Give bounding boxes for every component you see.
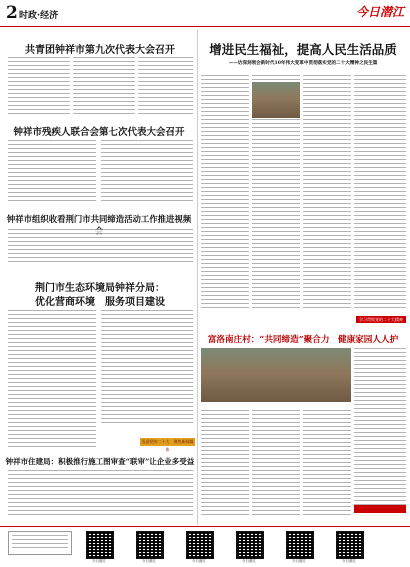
qr-label: 今日潜江: [91, 559, 107, 563]
article-1-body: [8, 57, 70, 115]
qr-label: 今日潜江: [291, 559, 307, 563]
publisher-info: [8, 531, 72, 555]
lead-photo: [252, 82, 300, 118]
feature-body: [252, 410, 300, 516]
qr-code[interactable]: [236, 531, 264, 559]
qr-label: 今日潜江: [241, 559, 257, 563]
qr-code[interactable]: [286, 531, 314, 559]
article-1-body: [73, 57, 135, 115]
qr-strip: [80, 531, 400, 565]
page-number: 2: [6, 3, 18, 23]
article-5-title: 钟祥市住建局：积极推行施工图审查“联审”让企业多受益: [5, 457, 195, 466]
qr-label: 今日潜江: [191, 559, 207, 563]
section-name: 时政·经济: [19, 11, 59, 21]
lead-body: [201, 75, 249, 310]
article-2-body: [8, 140, 96, 202]
lead-body: [354, 75, 406, 310]
qr-code[interactable]: [136, 531, 164, 559]
article-5-body: [8, 470, 193, 516]
article-4-body: [101, 310, 193, 425]
article-3-title: 钟祥市组织收看荆门市共同缔造活动工作推进视频: [6, 214, 192, 224]
qr-code[interactable]: [336, 531, 364, 559]
article-2-body: [101, 140, 193, 202]
campaign-badge: 学习贯彻党的二十大精神: [356, 316, 406, 323]
header-rule: [0, 26, 410, 27]
article-1-body: [138, 57, 193, 115]
article-4-title-line2: 优化营商环境 服务项目建设: [35, 297, 165, 308]
lead-subtitle: ——访深刻领会新时代10年伟大变革中贯彻落实党的二十大精神之民生篇: [228, 61, 378, 66]
feature-body: [354, 348, 406, 516]
red-banner: [354, 505, 406, 513]
ad-banner: 喜迎党的二十大 聚焦新闻媒体: [141, 439, 194, 452]
article-4-title-line1: 荆门市生态环境局钟祥分局：: [35, 283, 165, 294]
article-3-body: [8, 229, 193, 265]
feature-body: [201, 410, 249, 516]
qr-code[interactable]: [186, 531, 214, 559]
newspaper-logo: 今日潜江: [356, 5, 405, 19]
article-2-title: 钟祥市残疾人联合会第七次代表大会召开: [13, 127, 185, 138]
qr-code[interactable]: [86, 531, 114, 559]
feature-body: [303, 410, 351, 516]
feature-photo: [201, 348, 351, 402]
qr-label: 今日潜江: [141, 559, 157, 563]
article-1-title: 共青团钟祥市第九次代表大会召开: [25, 45, 175, 56]
page-header: [0, 0, 410, 26]
article-4-body: [8, 310, 96, 450]
qr-label: 今日潜江: [341, 559, 357, 563]
footer-rule: [0, 526, 410, 527]
lead-title: 增进民生福祉，提高人民生活品质: [209, 42, 397, 57]
column-divider: [197, 30, 198, 525]
lead-body: [303, 75, 351, 310]
feature-title: 富洛南庄村：“共同缔造”聚合力 健康家园人人护: [207, 335, 399, 345]
